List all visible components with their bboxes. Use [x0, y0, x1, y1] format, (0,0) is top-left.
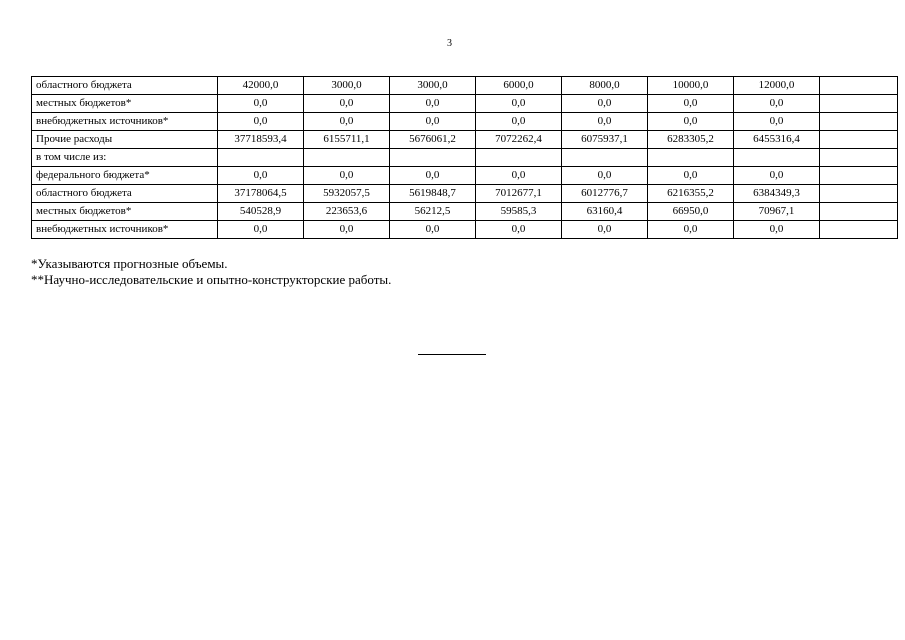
row-label: Прочие расходы — [32, 131, 218, 149]
table-cell — [304, 149, 390, 167]
table-cell: 6155711,1 — [304, 131, 390, 149]
budget-table — [31, 76, 898, 239]
table-cell — [562, 149, 648, 167]
table-cell: 0,0 — [476, 221, 562, 239]
table-cell — [218, 149, 304, 167]
table-cell: 70967,1 — [734, 203, 820, 221]
table-cell: 0,0 — [562, 113, 648, 131]
table-cell: 5932057,5 — [304, 185, 390, 203]
table-cell: 0,0 — [734, 221, 820, 239]
table-cell: 5619848,7 — [390, 185, 476, 203]
footnotes — [31, 256, 391, 288]
table-cell: 0,0 — [648, 113, 734, 131]
table-cell: 7012677,1 — [476, 185, 562, 203]
table-row — [32, 77, 898, 95]
table-cell: 0,0 — [734, 113, 820, 131]
table-cell: 0,0 — [476, 95, 562, 113]
table-cell: 0,0 — [218, 113, 304, 131]
table-cell — [820, 95, 898, 113]
table-cell — [648, 149, 734, 167]
row-label: внебюджетных источников* — [32, 221, 218, 239]
table-cell: 0,0 — [304, 95, 390, 113]
table-row — [32, 185, 898, 203]
row-label: в том числе из: — [32, 149, 218, 167]
table-cell: 0,0 — [476, 167, 562, 185]
table-cell: 56212,5 — [390, 203, 476, 221]
table-cell: 6283305,2 — [648, 131, 734, 149]
table-cell: 6012776,7 — [562, 185, 648, 203]
table-cell: 6000,0 — [476, 77, 562, 95]
table-cell: 8000,0 — [562, 77, 648, 95]
table-cell: 10000,0 — [648, 77, 734, 95]
end-rule — [418, 354, 486, 355]
table-cell — [820, 167, 898, 185]
table-cell: 0,0 — [304, 167, 390, 185]
table-row — [32, 221, 898, 239]
table-cell: 0,0 — [562, 167, 648, 185]
table-cell: 540528,9 — [218, 203, 304, 221]
table-cell: 63160,4 — [562, 203, 648, 221]
table-cell — [820, 131, 898, 149]
table-cell — [476, 149, 562, 167]
table-cell: 0,0 — [218, 221, 304, 239]
row-label: федерального бюджета* — [32, 167, 218, 185]
table-cell: 0,0 — [390, 167, 476, 185]
footnote-forecast: *Указываются прогнозные объемы. — [31, 256, 228, 271]
table-cell: 7072262,4 — [476, 131, 562, 149]
table-cell: 0,0 — [390, 113, 476, 131]
table-cell: 59585,3 — [476, 203, 562, 221]
table-cell: 42000,0 — [218, 77, 304, 95]
table-cell: 0,0 — [390, 95, 476, 113]
budget-table-body — [32, 77, 898, 239]
table-cell: 37718593,4 — [218, 131, 304, 149]
table-cell: 0,0 — [734, 95, 820, 113]
table-row — [32, 203, 898, 221]
table-cell: 223653,6 — [304, 203, 390, 221]
table-cell: 0,0 — [476, 113, 562, 131]
table-cell: 0,0 — [218, 95, 304, 113]
row-label: местных бюджетов* — [32, 95, 218, 113]
table-cell: 3000,0 — [390, 77, 476, 95]
table-cell — [820, 113, 898, 131]
table-cell: 0,0 — [734, 167, 820, 185]
table-row — [32, 149, 898, 167]
table-cell: 0,0 — [648, 221, 734, 239]
table-cell: 0,0 — [304, 221, 390, 239]
row-label: местных бюджетов* — [32, 203, 218, 221]
table-cell — [820, 203, 898, 221]
table-cell: 0,0 — [390, 221, 476, 239]
table-cell — [734, 149, 820, 167]
table-cell — [820, 77, 898, 95]
table-row — [32, 113, 898, 131]
table-cell: 37178064,5 — [218, 185, 304, 203]
table-row — [32, 167, 898, 185]
table-cell: 0,0 — [304, 113, 390, 131]
table-cell: 0,0 — [218, 167, 304, 185]
footnote-rnd: **Научно-исследовательские и опытно-конструкторские работы. — [31, 272, 392, 287]
table-cell — [820, 221, 898, 239]
table-cell: 3000,0 — [304, 77, 390, 95]
table-cell: 0,0 — [562, 95, 648, 113]
table-cell — [820, 149, 898, 167]
table-cell: 0,0 — [648, 95, 734, 113]
table-cell: 6216355,2 — [648, 185, 734, 203]
table-cell — [820, 185, 898, 203]
table-row — [32, 95, 898, 113]
table-cell: 0,0 — [562, 221, 648, 239]
table-cell: 6455316,4 — [734, 131, 820, 149]
table-cell: 66950,0 — [648, 203, 734, 221]
table-cell: 12000,0 — [734, 77, 820, 95]
table-cell: 0,0 — [648, 167, 734, 185]
table-row — [32, 131, 898, 149]
table-cell: 5676061,2 — [390, 131, 476, 149]
row-label: областного бюджета — [32, 185, 218, 203]
row-label: областного бюджета — [32, 77, 218, 95]
table-cell — [390, 149, 476, 167]
table-cell: 6384349,3 — [734, 185, 820, 203]
row-label: внебюджетных источников* — [32, 113, 218, 131]
table-cell: 6075937,1 — [562, 131, 648, 149]
page-number: 3 — [447, 38, 452, 49]
